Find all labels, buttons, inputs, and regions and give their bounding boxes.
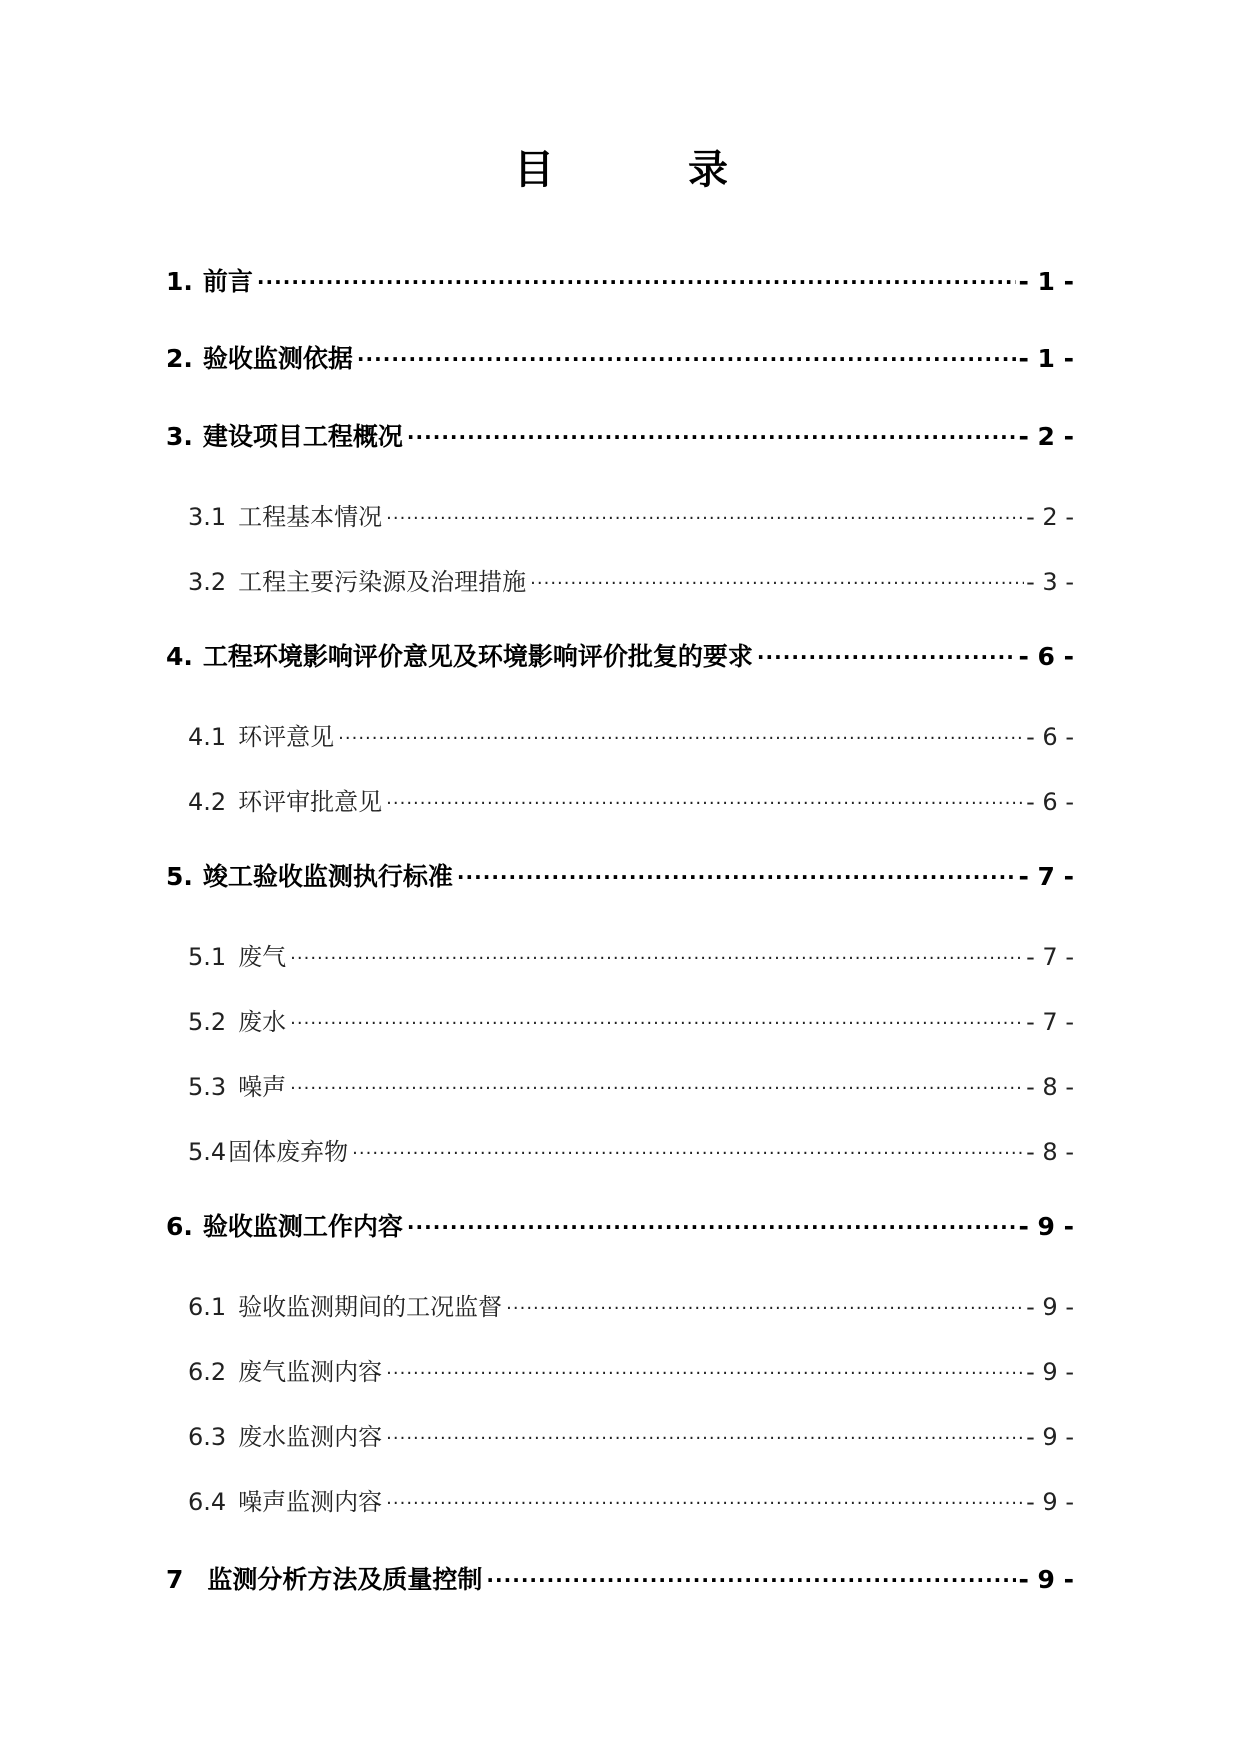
toc-entry-title: 工程基本情况 [238,503,383,531]
toc-leader-dots [457,860,1017,885]
toc-entry-page: - 6 - [1018,642,1074,671]
toc-entry-title: 建设项目工程概况 [202,422,403,451]
toc-entry-number: 5.1 [188,943,227,971]
toc-entry-title: 竣工验收监测执行标准 [202,862,453,891]
toc-leader-dots [290,941,1024,965]
toc-entry-number: 5. [166,862,193,891]
toc-leader-dots [290,1071,1024,1095]
toc-entry-6[interactable] [166,1207,1074,1243]
toc-entry-3[interactable] [166,417,1074,453]
toc-entry-5-4[interactable] [188,1132,1074,1167]
toc-entry-number: 2. [166,344,193,373]
toc-leader-dots [506,1291,1024,1315]
toc-entry-page: - 1 - [1018,267,1074,296]
toc-entry-page: - 2 - [1026,503,1074,531]
toc-entry-5-1[interactable] [188,937,1074,972]
toc-entry-3-2[interactable] [188,562,1074,597]
toc-entry-7[interactable] [166,1560,1074,1596]
toc-entry-page: - 9 - [1026,1293,1074,1321]
toc-entry-title: 前言 [202,267,253,296]
toc-entry-4[interactable] [166,637,1074,673]
toc-entry-title: 噪声监测内容 [238,1488,383,1516]
toc-entry-6-2[interactable] [188,1352,1074,1387]
toc-entry-page: - 7 - [1018,862,1074,891]
toc-leader-dots [357,342,1017,367]
toc-leader-dots [338,721,1024,745]
toc-entry-number: 5.4 [188,1138,227,1166]
toc-entry-6-4[interactable] [188,1482,1074,1517]
toc-entry-title: 工程环境影响评价意见及环境影响评价批复的要求 [202,642,753,671]
toc-entry-page: - 7 - [1026,1008,1074,1036]
toc-leader-dots [757,640,1017,665]
toc-leader-dots [407,420,1017,445]
toc-entry-2[interactable] [166,339,1074,375]
toc-entry-1[interactable] [166,262,1074,298]
toc-leader-dots [407,1210,1017,1235]
toc-leader-dots [386,786,1024,810]
toc-entry-title: 环评意见 [238,723,335,751]
toc-entry-number: 4.1 [188,723,227,751]
toc-entry-page: - 1 - [1018,344,1074,373]
toc-leader-dots [352,1136,1024,1160]
toc-entry-page: - 9 - [1026,1488,1074,1516]
toc-entry-page: - 6 - [1026,723,1074,751]
toc-leader-dots [530,566,1024,590]
toc-entry-number: 4.2 [188,788,227,816]
toc-entry-6-3[interactable] [188,1417,1074,1452]
toc-entry-page: - 8 - [1026,1138,1074,1166]
toc-entry-title: 验收监测工作内容 [202,1212,403,1241]
toc-leader-dots [386,1356,1024,1380]
toc-entry-number: 6.3 [188,1423,227,1451]
toc-entry-number: 6.2 [188,1358,227,1386]
toc-entry-6-1[interactable] [188,1287,1074,1322]
toc-entry-title: 废气监测内容 [238,1358,383,1386]
toc-entry-title: 废水监测内容 [238,1423,383,1451]
toc-entry-4-2[interactable] [188,782,1074,817]
toc-entry-title: 工程主要污染源及治理措施 [238,568,527,596]
page-title: 目 录 [514,147,788,193]
toc-leader-dots [486,1563,1016,1588]
toc-entry-title: 验收监测依据 [202,344,353,373]
toc-leader-dots [386,1486,1024,1510]
toc-entry-title: 监测分析方法及质量控制 [207,1565,483,1594]
toc-entry-5[interactable] [166,857,1074,893]
toc-entry-number: 5.2 [188,1008,227,1036]
toc-entry-number: 3.1 [188,503,227,531]
toc-entry-3-1[interactable] [188,497,1074,532]
toc-entry-title: 废气 [238,943,287,971]
toc-entry-page: - 3 - [1026,568,1074,596]
toc-entry-page: - 7 - [1026,943,1074,971]
toc-entry-page: - 8 - [1026,1073,1074,1101]
toc-entry-number: 1. [166,267,193,296]
toc-entry-title: 废水 [238,1008,287,1036]
toc-entry-5-2[interactable] [188,1002,1074,1037]
toc-entry-page: - 2 - [1018,422,1074,451]
toc-entry-page: - 9 - [1018,1212,1074,1241]
toc-entry-page: - 9 - [1026,1423,1074,1451]
toc-leader-dots [386,501,1024,525]
toc-leader-dots [290,1006,1024,1030]
toc-entry-number: 5.3 [188,1073,227,1101]
toc-entry-number: 3. [166,422,193,451]
toc-entry-number: 6. [166,1212,193,1241]
toc-entry-title: 固体废弃物 [228,1138,349,1166]
toc-entry-number: 4. [166,642,193,671]
toc-entry-5-3[interactable] [188,1067,1074,1102]
toc-entry-page: - 9 - [1026,1358,1074,1386]
toc-leader-dots [386,1421,1024,1445]
toc-entry-number: 7 [166,1565,184,1594]
toc-entry-number: 6.4 [188,1488,227,1516]
toc-entry-title: 验收监测期间的工况监督 [238,1293,503,1321]
toc-entry-4-1[interactable] [188,717,1074,752]
toc-entry-page: - 9 - [1018,1565,1074,1594]
toc-leader-dots [257,265,1017,290]
toc-entry-number: 3.2 [188,568,227,596]
toc-entry-title: 噪声 [238,1073,287,1101]
toc-entry-number: 6.1 [188,1293,227,1321]
toc-entry-page: - 6 - [1026,788,1074,816]
toc-entry-title: 环评审批意见 [238,788,383,816]
